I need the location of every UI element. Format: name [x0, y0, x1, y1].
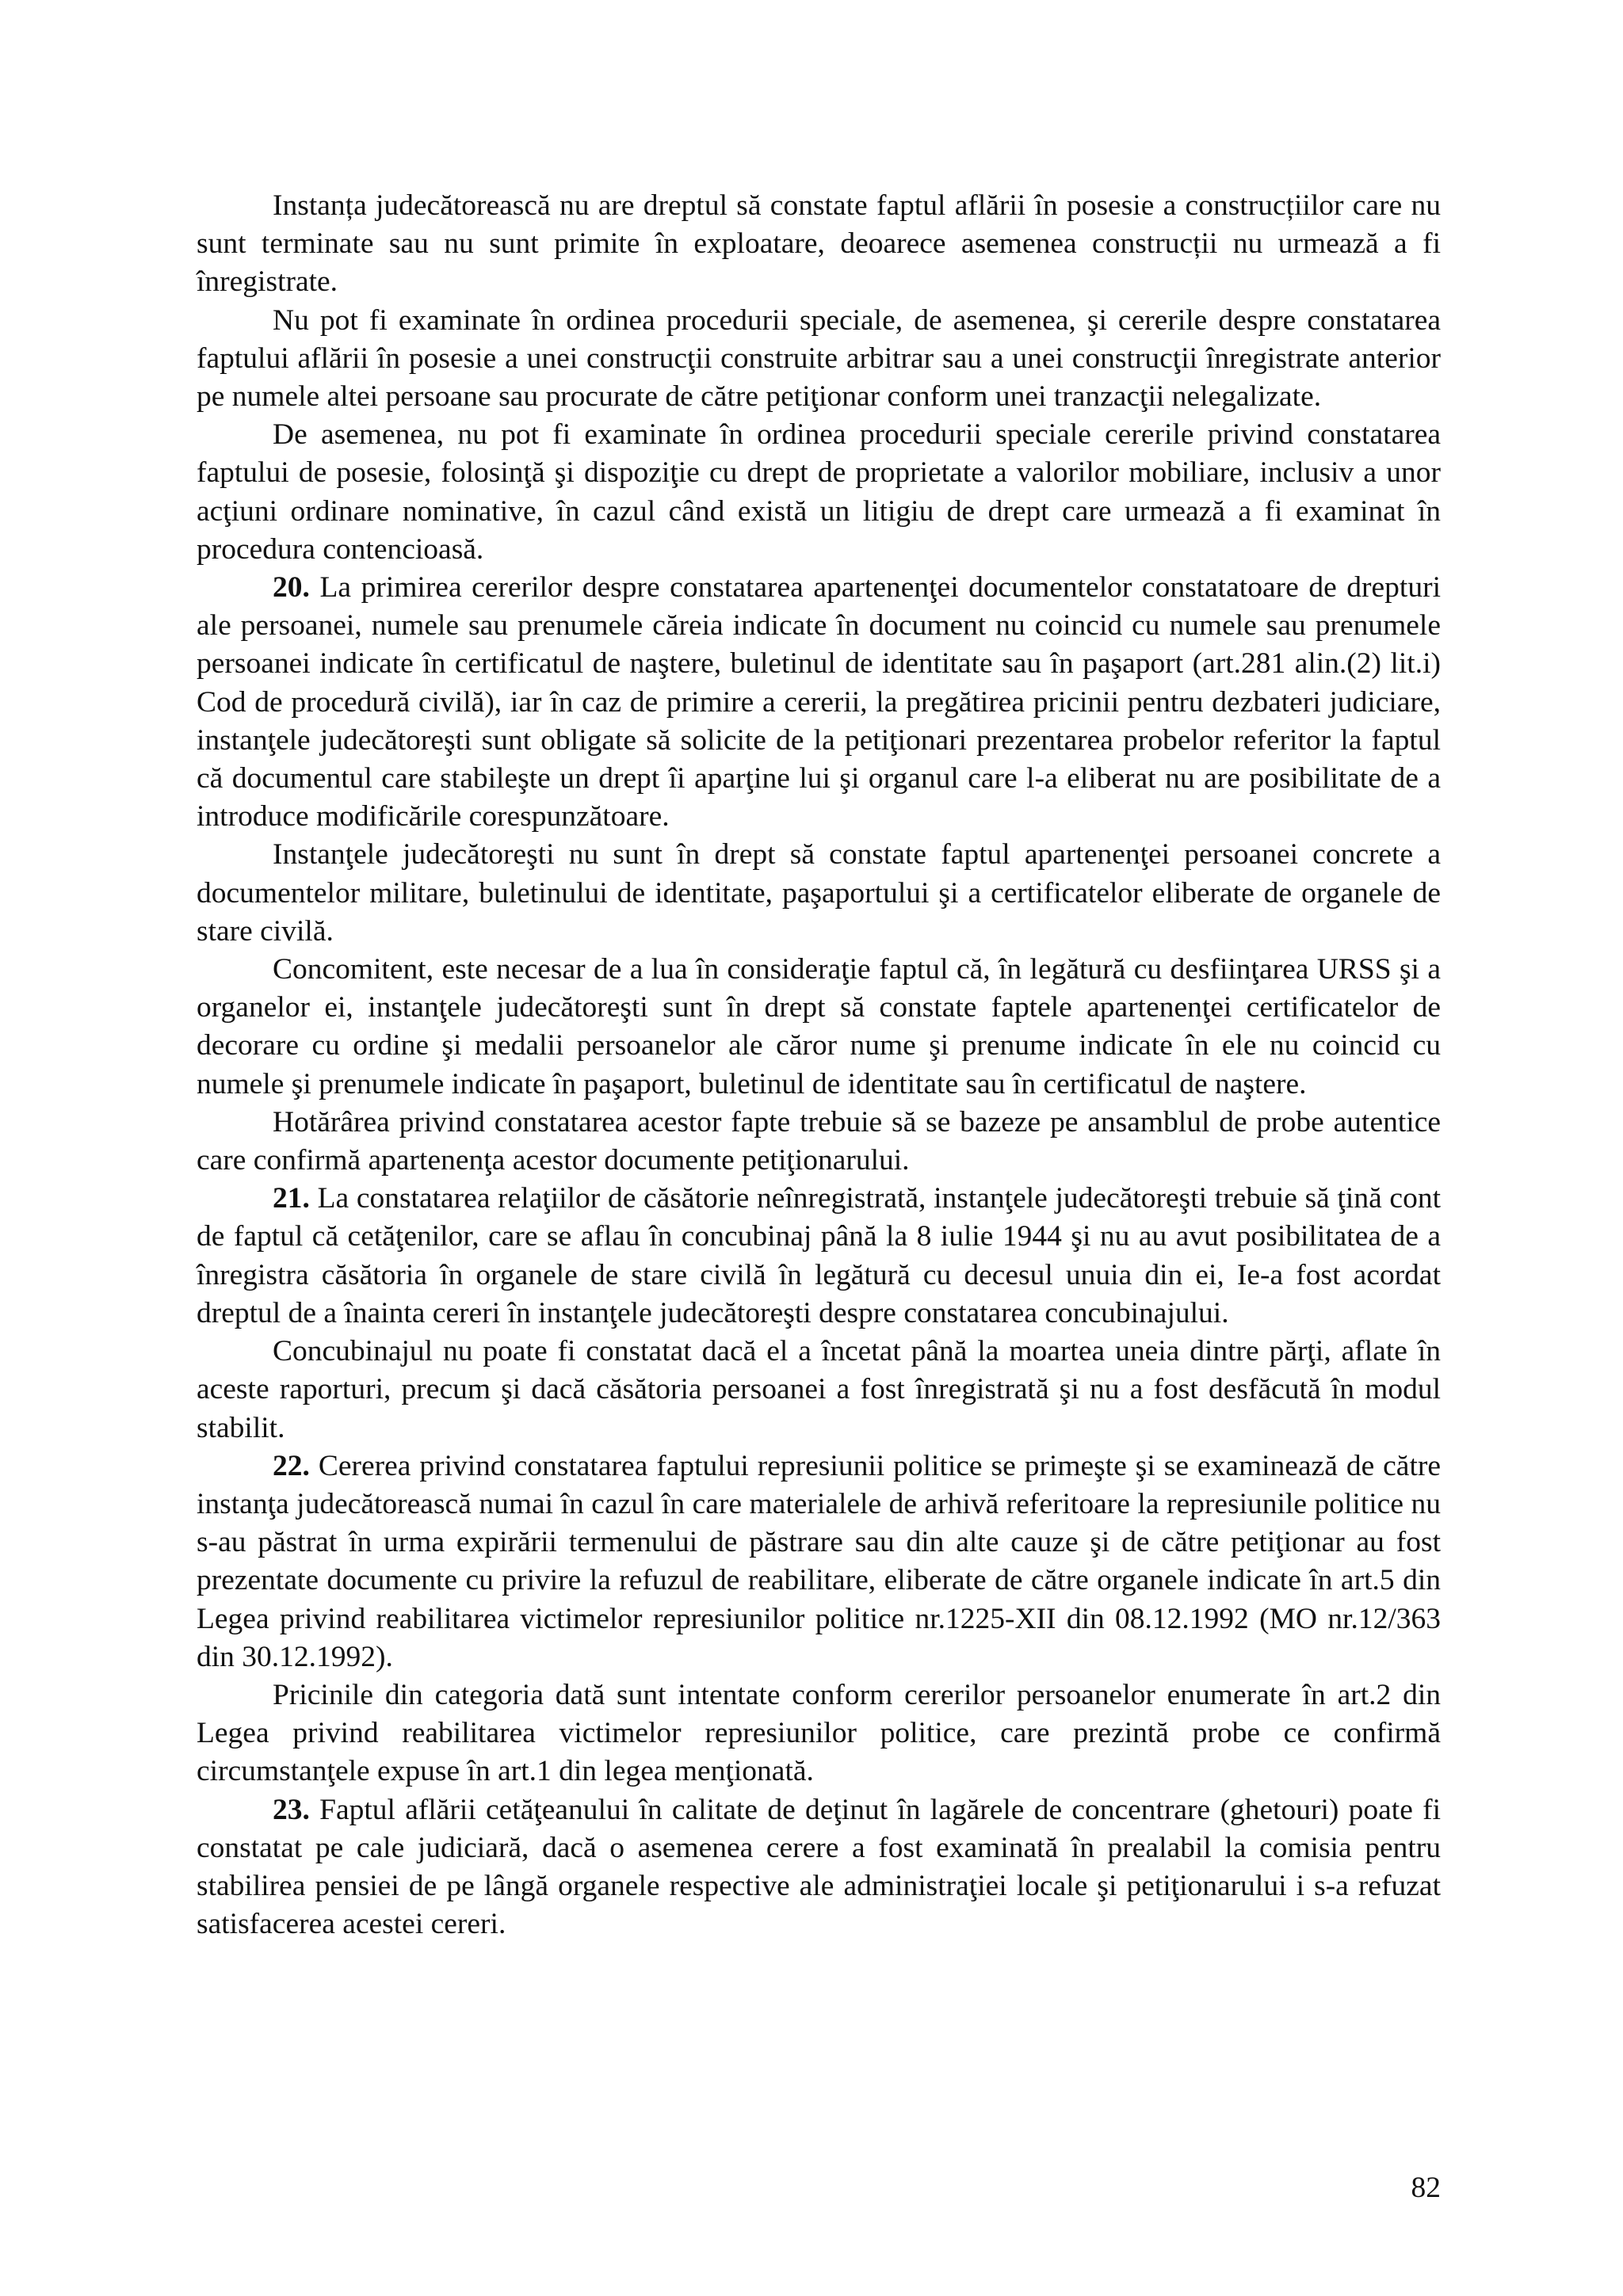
paragraph-number: 20. — [273, 571, 310, 605]
paragraph-text: De asemenea, nu pot fi examinate în ordinea procedurii speciale cererile privind constatarea faptului de posesie, folosinţă şi dispoziţie cu drept de proprietate a valorilor mobiliare, inclusiv a unor acţiuni ordinare nominative, în cazul când există un litigiu de drept care urmează a fi examinat în procedura contencioasă. — [197, 418, 1441, 566]
paragraph-7 — [197, 1180, 1441, 1333]
paragraph-text: Pricinile din categoria dată sunt intentate conform cererilor persoanelor enumerate în art.2 din Legea privind reabilitarea victimelor represiunilor politice, care prezintă probe ce confirmă circumstanţele expuse în art.1 din legea menţionată. — [197, 1678, 1441, 1788]
paragraph-5 — [197, 951, 1441, 1104]
page-number: 82 — [1411, 2172, 1441, 2204]
paragraph-number: 21. — [273, 1182, 310, 1215]
paragraph-4 — [197, 836, 1441, 951]
paragraph-text: La primirea cererilor despre constatarea apartenenţei documentelor constatatoare de drepturi ale persoanei, numele sau prenumele căreia indicate în document nu coincid cu numele sau prenumele persoanei indicate în certificatul de naştere, buletinul de identitate sau în paşaport (art.281 alin.(2) lit.i) Cod de procedură civilă), iar în caz de primire a cererii, la pregătirea pricinii pentru dezbateri judiciare, instanţele judecătoreşti sunt obligate să solicite de la petiţionari prezentarea probelor referitor la faptul că documentul care stabileşte un drept îi aparţine lui şi organul care l-a eliberat nu are posibilitate de a introduce modificările corespunzătoare. — [197, 571, 1441, 833]
paragraph-3 — [197, 569, 1441, 836]
paragraph-0 — [197, 187, 1441, 302]
paragraph-text: Instanţele judecătoreşti nu sunt în drept să constate faptul apartenenţei persoanei concrete a documentelor militare, buletinului de identitate, paşaportului şi a certificatelor eliberate de organele de stare civilă. — [197, 838, 1441, 948]
paragraph-number: 23. — [273, 1793, 310, 1826]
paragraph-text: Concomitent, este necesar de a lua în consideraţie faptul că, în legătură cu desfiinţarea URSS şi a organelor ei, instanţele judecătoreşti sunt în drept să constate faptele apartenenţei certificatelor de decorare cu ordine şi medalii persoanelor ale căror nume şi prenume indicate în ele nu coincid cu numele şi prenumele indicate în paşaport, buletinul de identitate sau în certificatul de naştere. — [197, 953, 1441, 1100]
paragraph-text: Cererea privind constatarea faptului represiunii politice se primeşte şi se examinează de către instanţa judecătorească numai în cazul în care materialele de arhivă referitoare la represiunile politice nu s-au păstrat în urma expirării termenului de păstrare sau din alte cauze şi de către petiţionar au fost prezentate documente cu privire la refuzul de reabilitare, eliberate de către organele indicate în art.5 din Legea privind reabilitarea victimelor represiunilor politice nr.1225-XII din 08.12.1992 (MO nr.12/363 din 30.12.1992). — [197, 1449, 1442, 1673]
document-body — [197, 187, 1441, 1943]
paragraph-6 — [197, 1104, 1441, 1180]
paragraph-number: 22. — [273, 1449, 310, 1482]
paragraph-text: Instanța judecătorească nu are dreptul să constate faptul aflării în posesie a construcțiilor care nu sunt terminate sau nu sunt primite în exploatare, deoarece asemenea construcții nu urmează a fi înregistrate. — [197, 189, 1441, 299]
paragraph-11 — [197, 1791, 1441, 1944]
paragraph-2 — [197, 416, 1441, 569]
paragraph-text: Hotărârea privind constatarea acestor fapte trebuie să se bazeze pe ansamblul de probe autentice care confirmă apartenenţa acestor documente petiţionarului. — [197, 1105, 1441, 1177]
paragraph-text: Nu pot fi examinate în ordinea procedurii speciale, de asemenea, şi cererile despre constatarea faptului aflării în posesie a unei construcţii construite arbitrar sau a unei construcţii înregistrate anterior pe numele altei persoane sau procurate de către petiţionar conform unei tranzacţii nelegalizate. — [197, 303, 1441, 414]
paragraph-8 — [197, 1333, 1441, 1447]
paragraph-text: La constatarea relaţiilor de căsătorie neînregistrată, instanţele judecătoreşti trebuie să ţină cont de faptul că cetăţenilor, care se aflau în concubinaj până la 8 iulie 1944 şi nu au avut posibilitatea de a înregistra căsătoria în organele de stare civilă în legătură cu decesul unuia din ei, Ie-a fost acordat dreptul de a înainta cereri în instanţele judecătoreşti despre constatarea concubinajului. — [197, 1182, 1441, 1329]
paragraph-10 — [197, 1676, 1441, 1791]
paragraph-1 — [197, 302, 1441, 417]
paragraph-text: Faptul aflării cetăţeanului în calitate de deţinut în lagărele de concentrare (ghetouri) poate fi constatat pe cale judiciară, dacă o asemenea cerere a fost examinată în prealabil la comisia pentru stabilirea pensiei de pe lângă organele respective ale administraţiei locale şi petiţionarului i s-a refuzat satisfacerea acestei cereri. — [197, 1793, 1442, 1941]
paragraph-text: Concubinajul nu poate fi constatat dacă el a încetat până la moartea uneia dintre părţi, aflate în aceste raporturi, precum şi dacă căsătoria persoanei a fost înregistrată şi nu a fost desfăcută în modul stabilit. — [197, 1335, 1441, 1444]
paragraph-9 — [197, 1447, 1441, 1676]
